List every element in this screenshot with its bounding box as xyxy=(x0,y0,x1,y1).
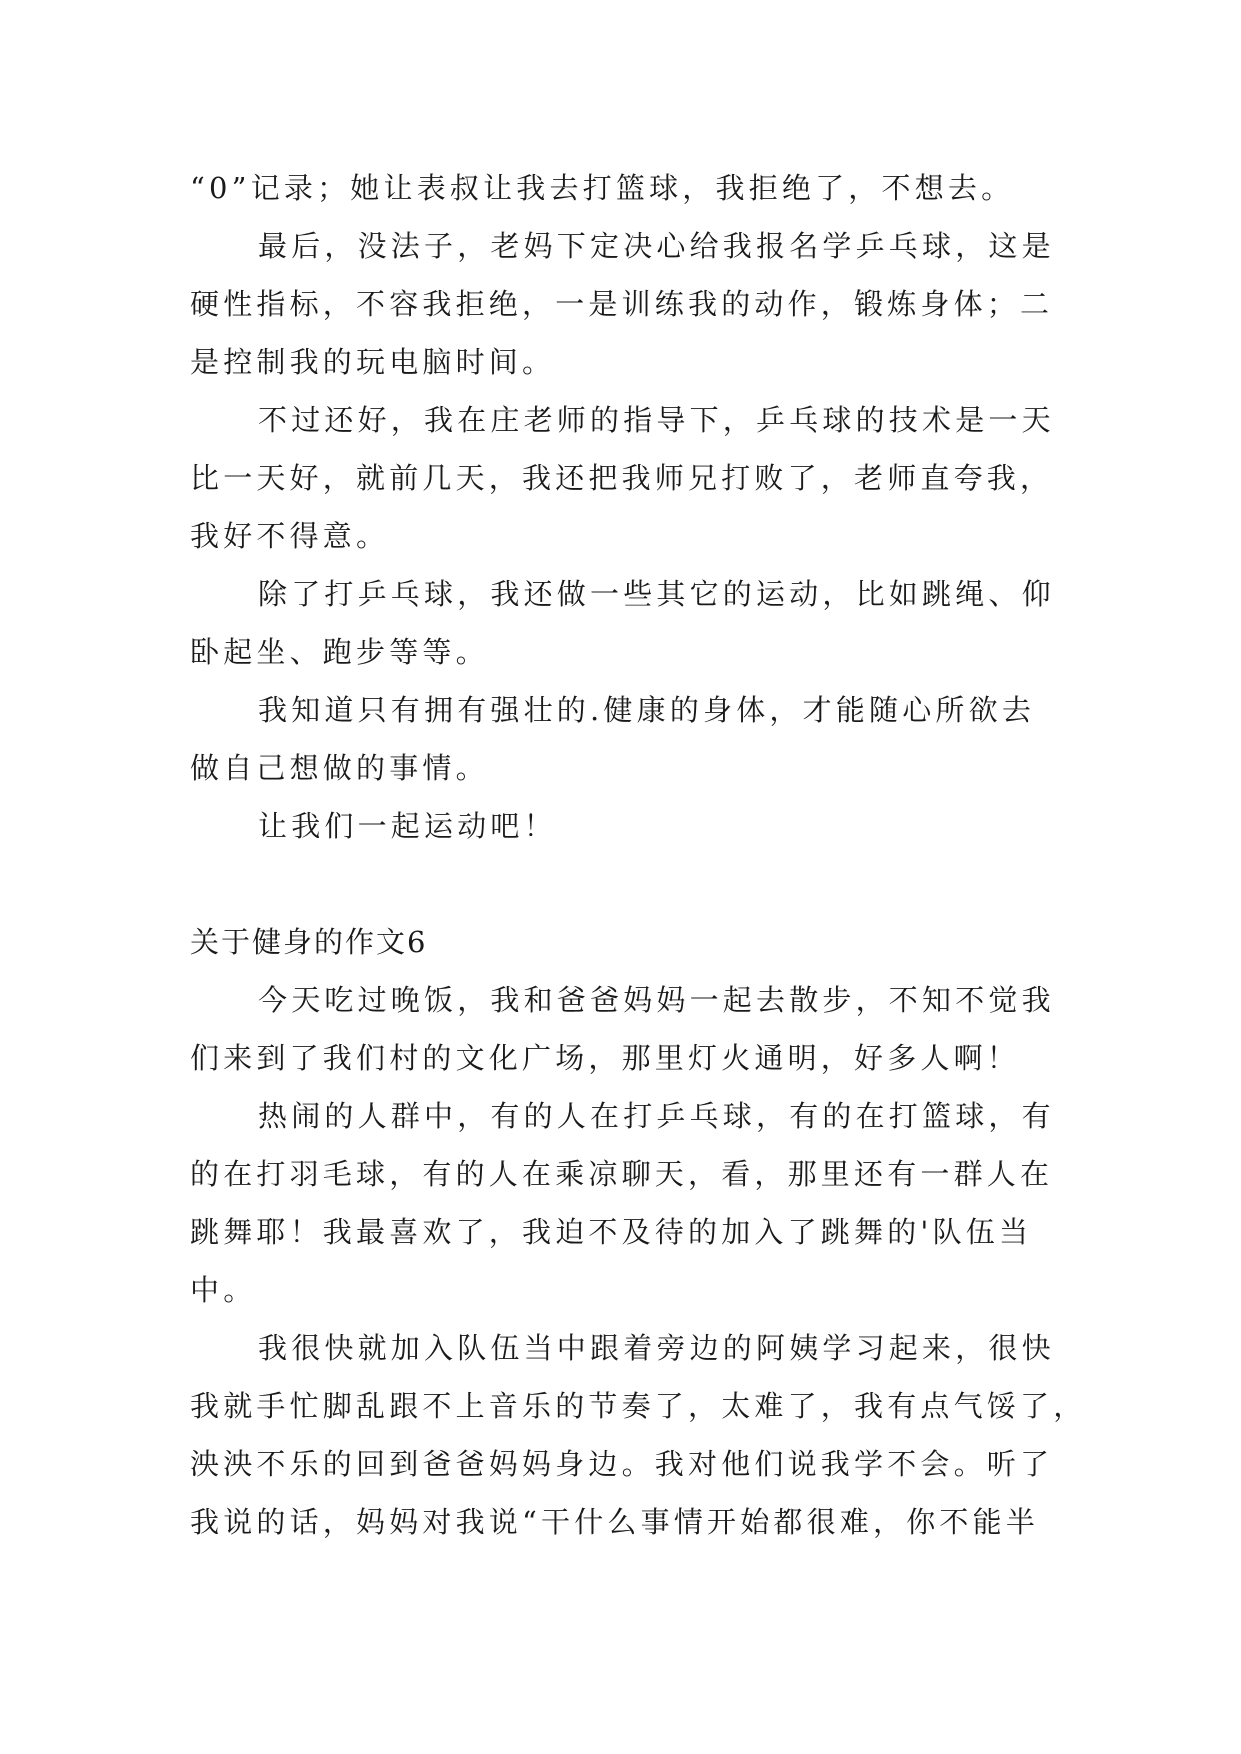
text-line: 做自己想做的事情。 xyxy=(190,751,489,785)
text-line: 是控制我的玩电脑时间。 xyxy=(190,345,556,379)
text-line: 比一天好，就前几天，我还把我师兄打败了，老师直夸我， xyxy=(190,461,1054,495)
text-line: 的在打羽毛球，有的人在乘凉聊天，看，那里还有一群人在 xyxy=(190,1157,1054,1191)
paragraph-first-line: 我很快就加入队伍当中跟着旁边的阿姨学习起来，很快 xyxy=(258,1331,1055,1365)
paragraph-first-line: 热闹的人群中，有的人在打乒乓球，有的在打篮球，有 xyxy=(258,1099,1055,1133)
paragraph-first-line: 让我们一起运动吧！ xyxy=(258,809,557,843)
paragraph-first-line: 今天吃过晚饭，我和爸爸妈妈一起去散步，不知不觉我 xyxy=(258,983,1055,1017)
text-line: 我说的话，妈妈对我说“干什么事情开始都很难，你不能半 xyxy=(190,1505,1040,1539)
text-line: 我就手忙脚乱跟不上音乐的节奏了，太难了，我有点气馁了， xyxy=(190,1389,1087,1423)
text-line: 卧起坐、跑步等等。 xyxy=(190,635,489,669)
text-line: 跳舞耶！我最喜欢了，我迫不及待的加入了跳舞的'队伍当 xyxy=(190,1215,1033,1249)
paragraph-first-line: 最后，没法子，老妈下定决心给我报名学乒乓球，这是 xyxy=(258,229,1055,263)
text-line: 中。 xyxy=(190,1273,257,1307)
text-line: “0”记录；她让表叔让我去打篮球，我拒绝了，不想去。 xyxy=(190,171,1015,205)
text-line: 们来到了我们村的文化广场，那里灯火通明，好多人啊！ xyxy=(190,1041,1021,1075)
text-line: 泱泱不乐的回到爸爸妈妈身边。我对他们说我学不会。听了 xyxy=(190,1447,1054,1481)
section-heading: 关于健身的作文6 xyxy=(190,925,428,959)
paragraph-first-line: 我知道只有拥有强壮的.健康的身体，才能随心所欲去 xyxy=(258,693,1036,727)
text-line: 我好不得意。 xyxy=(190,519,390,553)
text-line: 硬性指标，不容我拒绝，一是训练我的动作，锻炼身体；二 xyxy=(190,287,1054,321)
paragraph-first-line: 除了打乒乓球，我还做一些其它的运动，比如跳绳、仰 xyxy=(258,577,1055,611)
paragraph-first-line: 不过还好，我在庄老师的指导下，乒乓球的技术是一天 xyxy=(258,403,1055,437)
